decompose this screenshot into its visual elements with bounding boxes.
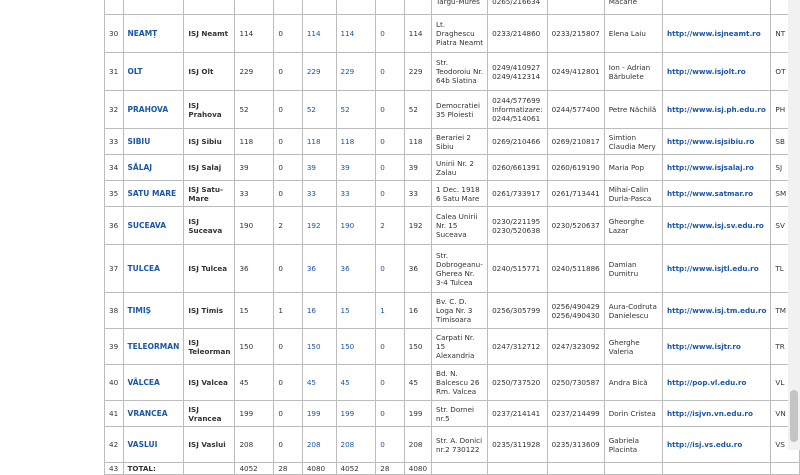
table-body xyxy=(105,0,800,475)
empty-cell xyxy=(488,463,547,475)
phone: 0249/410927 0249/412314 xyxy=(488,53,547,91)
value-2: 0 xyxy=(274,181,303,207)
director: Andra Bică xyxy=(604,365,662,401)
table-row xyxy=(105,207,800,245)
website-link[interactable]: http://www.isj.tm.edu.ro xyxy=(663,293,771,329)
row-number: 40 xyxy=(105,365,124,401)
fax: 0230/520637 xyxy=(547,207,604,245)
value-4[interactable]: 190 xyxy=(336,207,376,245)
fax: 0247/323092 xyxy=(547,329,604,365)
fax: 0261/713441 xyxy=(547,181,604,207)
address: Bv. C. D. Loga Nr. 3 Timisoara xyxy=(432,293,488,329)
address: Carpati Nr. 15 Alexandria xyxy=(432,329,488,365)
website-link[interactable]: http://www.isjolt.ro xyxy=(663,53,771,91)
empty-cell xyxy=(663,463,771,475)
total-1: 4052 xyxy=(235,463,274,475)
inspectorate-name: ISJ Satu-Mare xyxy=(184,181,235,207)
value-6: 208 xyxy=(404,427,431,463)
value-1: 208 xyxy=(235,427,274,463)
website-link[interactable]: http://www.isjsibiu.ro xyxy=(663,129,771,155)
value-1: 114 xyxy=(235,15,274,53)
empty-cell xyxy=(547,463,604,475)
website-link[interactable]: http://isj.vs.edu.ro xyxy=(663,427,771,463)
total-4: 4052 xyxy=(336,463,376,475)
table-row xyxy=(105,15,800,53)
value-4[interactable]: 45 xyxy=(336,365,376,401)
empty-cell xyxy=(604,463,662,475)
fax: 0269/210817 xyxy=(547,129,604,155)
county-link[interactable]: SĂLAJ xyxy=(123,155,184,181)
value-2: 0 xyxy=(274,401,303,427)
inspectorate-name xyxy=(184,0,235,15)
county-link[interactable]: TELEORMAN xyxy=(123,329,184,365)
director: Gabriela Placinta xyxy=(604,427,662,463)
inspectorate-name: ISJ Teleorman xyxy=(184,329,235,365)
value-2: 0 xyxy=(274,53,303,91)
table-row xyxy=(105,293,800,329)
value-2: 0 xyxy=(274,91,303,129)
director: Maria Pop xyxy=(604,155,662,181)
row-number: 37 xyxy=(105,245,124,293)
website-link[interactable]: http://www.isj.ph.edu.ro xyxy=(663,91,771,129)
address: Str. Dornei nr.5 xyxy=(432,401,488,427)
county-link[interactable]: VASLUI xyxy=(123,427,184,463)
county-code: SB xyxy=(771,129,800,155)
total-label: TOTAL: xyxy=(123,463,184,475)
phone: 0250/737520 xyxy=(488,365,547,401)
phone: 0261/733917 xyxy=(488,181,547,207)
total-5: 28 xyxy=(376,463,405,475)
value-2: 0 xyxy=(274,15,303,53)
inspectorate-table xyxy=(104,0,800,475)
director: Simtion Claudia Mery xyxy=(604,129,662,155)
county-link[interactable]: SIBIU xyxy=(123,129,184,155)
fax: 0240/511886 xyxy=(547,245,604,293)
value-2 xyxy=(274,0,303,15)
value-6: 192 xyxy=(404,207,431,245)
county-code: TR xyxy=(771,329,800,365)
address: Targu-Mures xyxy=(432,0,488,15)
website-link[interactable]: http://www.isj.sv.edu.ro xyxy=(663,207,771,245)
row-number: 42 xyxy=(105,427,124,463)
value-6: 33 xyxy=(404,181,431,207)
value-1: 39 xyxy=(235,155,274,181)
value-5[interactable]: 0 xyxy=(376,427,405,463)
address: Lt. Draghescu Piatra Neamt xyxy=(432,15,488,53)
value-3[interactable]: 199 xyxy=(302,401,336,427)
empty-cell xyxy=(184,463,235,475)
value-4[interactable]: 229 xyxy=(336,53,376,91)
website-link[interactable]: http://www.satmar.ro xyxy=(663,181,771,207)
value-3[interactable]: 150 xyxy=(302,329,336,365)
table-row xyxy=(105,365,800,401)
value-1: 15 xyxy=(235,293,274,329)
value-2: 0 xyxy=(274,245,303,293)
value-3[interactable]: 52 xyxy=(302,91,336,129)
value-1: 33 xyxy=(235,181,274,207)
value-2: 0 xyxy=(274,365,303,401)
value-5[interactable]: 0 xyxy=(376,91,405,129)
phone: 0269/210466 xyxy=(488,129,547,155)
fax: 0237/214499 xyxy=(547,401,604,427)
county-code: VN xyxy=(771,401,800,427)
value-2: 0 xyxy=(274,155,303,181)
table-row xyxy=(105,401,800,427)
county-link[interactable] xyxy=(123,0,184,15)
phone: 0240/515771 xyxy=(488,245,547,293)
value-6: 229 xyxy=(404,53,431,91)
row-number: 34 xyxy=(105,155,124,181)
director: Gherghe Valeria xyxy=(604,329,662,365)
address: Bd. N. Balcescu 26 Rm. Valcea xyxy=(432,365,488,401)
total-row xyxy=(105,463,800,475)
value-1: 150 xyxy=(235,329,274,365)
inspectorate-name: ISJ Tulcea xyxy=(184,245,235,293)
empty-cell xyxy=(771,463,800,475)
value-1: 52 xyxy=(235,91,274,129)
county-code: PH xyxy=(771,91,800,129)
value-4[interactable]: 33 xyxy=(336,181,376,207)
row-number: 30 xyxy=(105,15,124,53)
county-code: TL xyxy=(771,245,800,293)
value-5[interactable]: 0 xyxy=(376,129,405,155)
county-code: SV xyxy=(771,207,800,245)
value-5[interactable]: 0 xyxy=(376,53,405,91)
county-code: VL xyxy=(771,365,800,401)
director: Mihai-Calin Durla-Pasca xyxy=(604,181,662,207)
inspectorate-name: ISJ Sibiu xyxy=(184,129,235,155)
total-6: 4080 xyxy=(404,463,431,475)
inspectorate-name: ISJ Vaslui xyxy=(184,427,235,463)
value-1: 190 xyxy=(235,207,274,245)
fax: 0244/577400 xyxy=(547,91,604,129)
value-3[interactable]: 45 xyxy=(302,365,336,401)
address: Str. Dobrogeanu-Gherea Nr. 3-4 Tulcea xyxy=(432,245,488,293)
website-link[interactable]: http://www.isjtl.edu.ro xyxy=(663,245,771,293)
website-link[interactable]: http://www.isjneamt.ro xyxy=(663,15,771,53)
fax xyxy=(547,0,604,15)
value-4[interactable]: 150 xyxy=(336,329,376,365)
county-code: SM xyxy=(771,181,800,207)
county-code: NT xyxy=(771,15,800,53)
table-row xyxy=(105,329,800,365)
address: 1 Dec. 1918 6 Satu Mare xyxy=(432,181,488,207)
value-3[interactable]: 39 xyxy=(302,155,336,181)
address: Unirii Nr. 2 Zalau xyxy=(432,155,488,181)
row-number xyxy=(105,0,124,15)
value-2: 2 xyxy=(274,207,303,245)
value-6: 118 xyxy=(404,129,431,155)
director: Dorin Cristea xyxy=(604,401,662,427)
table-row xyxy=(105,129,800,155)
phone: 0230/221195 0230/520638 xyxy=(488,207,547,245)
value-6: 16 xyxy=(404,293,431,329)
website-link[interactable]: http://pop.vl.edu.ro xyxy=(663,365,771,401)
county-link[interactable]: PRAHOVA xyxy=(123,91,184,129)
table-row xyxy=(105,427,800,463)
row-number: 31 xyxy=(105,53,124,91)
county-code: TM xyxy=(771,293,800,329)
value-4[interactable]: 36 xyxy=(336,245,376,293)
table-row xyxy=(105,0,800,15)
value-6: 52 xyxy=(404,91,431,129)
director: Gheorghe Lazar xyxy=(604,207,662,245)
address: Berariei 2 Sibiu xyxy=(432,129,488,155)
value-5[interactable]: 0 xyxy=(376,245,405,293)
value-1 xyxy=(235,0,274,15)
fax: 0235/313609 xyxy=(547,427,604,463)
website-link[interactable]: http://www.isjtr.ro xyxy=(663,329,771,365)
table-row xyxy=(105,155,800,181)
value-3[interactable]: 118 xyxy=(302,129,336,155)
phone: 0256/305799 xyxy=(488,293,547,329)
phone: 0244/577699 Informatizare: 0244/514061 xyxy=(488,91,547,129)
empty-cell xyxy=(432,463,488,475)
table-row xyxy=(105,91,800,129)
value-1: 199 xyxy=(235,401,274,427)
fax: 0260/619190 xyxy=(547,155,604,181)
value-6: 39 xyxy=(404,155,431,181)
table-row xyxy=(105,245,800,293)
county-link[interactable]: VÂLCEA xyxy=(123,365,184,401)
county-link[interactable]: OLT xyxy=(123,53,184,91)
county-link[interactable]: TULCEA xyxy=(123,245,184,293)
address: Str. A. Donici nr.2 730122 xyxy=(432,427,488,463)
value-2: 0 xyxy=(274,329,303,365)
value-1: 118 xyxy=(235,129,274,155)
inspectorate-name: ISJ Neamt xyxy=(184,15,235,53)
row-number: 39 xyxy=(105,329,124,365)
value-5[interactable]: 1 xyxy=(376,293,405,329)
fax: 0249/412801 xyxy=(547,53,604,91)
value-4[interactable] xyxy=(336,0,376,15)
county-link[interactable]: TIMIȘ xyxy=(123,293,184,329)
county-code: VS xyxy=(771,427,800,463)
value-4[interactable]: 52 xyxy=(336,91,376,129)
value-3[interactable]: 114 xyxy=(302,15,336,53)
county-code: SJ xyxy=(771,155,800,181)
table-row xyxy=(105,53,800,91)
address: Str. Teodoroiu Nr. 64b Slatina xyxy=(432,53,488,91)
phone: 0247/312712 xyxy=(488,329,547,365)
value-3[interactable]: 208 xyxy=(302,427,336,463)
county-link[interactable]: NEAMȚ xyxy=(123,15,184,53)
value-5[interactable]: 2 xyxy=(376,207,405,245)
inspectorate-name: ISJ Timis xyxy=(184,293,235,329)
value-6 xyxy=(404,0,431,15)
value-4[interactable]: 199 xyxy=(336,401,376,427)
fax: 0256/490429 0256/490430 xyxy=(547,293,604,329)
inspectorate-name: ISJ Olt xyxy=(184,53,235,91)
value-2: 0 xyxy=(274,129,303,155)
row-number: 38 xyxy=(105,293,124,329)
phone: 0237/214141 xyxy=(488,401,547,427)
value-6: 114 xyxy=(404,15,431,53)
value-5[interactable]: 0 xyxy=(376,15,405,53)
value-5[interactable] xyxy=(376,0,405,15)
table-row xyxy=(105,181,800,207)
inspectorate-name: ISJ Vrancea xyxy=(184,401,235,427)
phone: 0235/311928 xyxy=(488,427,547,463)
row-number: 41 xyxy=(105,401,124,427)
value-3[interactable]: 192 xyxy=(302,207,336,245)
value-4[interactable]: 118 xyxy=(336,129,376,155)
value-1: 45 xyxy=(235,365,274,401)
director: Petre Năchilă xyxy=(604,91,662,129)
value-5[interactable]: 0 xyxy=(376,401,405,427)
value-6: 199 xyxy=(404,401,431,427)
director: Damian Dumitru xyxy=(604,245,662,293)
director: Macarie xyxy=(604,0,662,15)
value-1: 36 xyxy=(235,245,274,293)
website-link[interactable] xyxy=(663,0,771,15)
value-4[interactable]: 39 xyxy=(336,155,376,181)
value-3[interactable] xyxy=(302,0,336,15)
value-6: 45 xyxy=(404,365,431,401)
value-2: 0 xyxy=(274,427,303,463)
value-1: 229 xyxy=(235,53,274,91)
fax: 0250/730587 xyxy=(547,365,604,401)
value-3[interactable]: 229 xyxy=(302,53,336,91)
value-3[interactable]: 36 xyxy=(302,245,336,293)
value-5[interactable]: 0 xyxy=(376,181,405,207)
value-6: 150 xyxy=(404,329,431,365)
fax: 0233/215807 xyxy=(547,15,604,53)
phone: 0233/214860 xyxy=(488,15,547,53)
scrollbar-thumb[interactable] xyxy=(790,390,798,442)
inspectorate-name: ISJ Prahova xyxy=(184,91,235,129)
director: Elena Laiu xyxy=(604,15,662,53)
value-3[interactable]: 33 xyxy=(302,181,336,207)
inspectorate-name: ISJ Suceava xyxy=(184,207,235,245)
row-number: 32 xyxy=(105,91,124,129)
value-4[interactable]: 208 xyxy=(336,427,376,463)
value-5[interactable]: 0 xyxy=(376,155,405,181)
total-row-number: 43 xyxy=(105,463,124,475)
county-link[interactable]: VRANCEA xyxy=(123,401,184,427)
value-5[interactable]: 0 xyxy=(376,329,405,365)
website-link[interactable]: http://isjvn.vn.edu.ro xyxy=(663,401,771,427)
county-code: OT xyxy=(771,53,800,91)
inspectorate-name: ISJ Valcea xyxy=(184,365,235,401)
director: Aura-Codruta Danielescu xyxy=(604,293,662,329)
row-number: 36 xyxy=(105,207,124,245)
county-link[interactable]: SUCEAVA xyxy=(123,207,184,245)
county-link[interactable]: SATU MARE xyxy=(123,181,184,207)
row-number: 33 xyxy=(105,129,124,155)
director: Ion - Adrian Bărbulete xyxy=(604,53,662,91)
value-4[interactable]: 15 xyxy=(336,293,376,329)
website-link[interactable]: http://www.isjsalaj.ro xyxy=(663,155,771,181)
value-3[interactable]: 16 xyxy=(302,293,336,329)
value-4[interactable]: 114 xyxy=(336,15,376,53)
inspectorate-name: ISJ Salaj xyxy=(184,155,235,181)
address: Democratiei 35 Ploiesti xyxy=(432,91,488,129)
value-5[interactable]: 0 xyxy=(376,365,405,401)
value-6: 36 xyxy=(404,245,431,293)
total-2: 28 xyxy=(274,463,303,475)
address: Calea Unirii Nr. 15 Suceava xyxy=(432,207,488,245)
value-2: 1 xyxy=(274,293,303,329)
phone: 0265/216634 xyxy=(488,0,547,15)
phone: 0260/661391 xyxy=(488,155,547,181)
total-3: 4080 xyxy=(302,463,336,475)
vertical-scrollbar[interactable] xyxy=(788,0,800,450)
row-number: 35 xyxy=(105,181,124,207)
